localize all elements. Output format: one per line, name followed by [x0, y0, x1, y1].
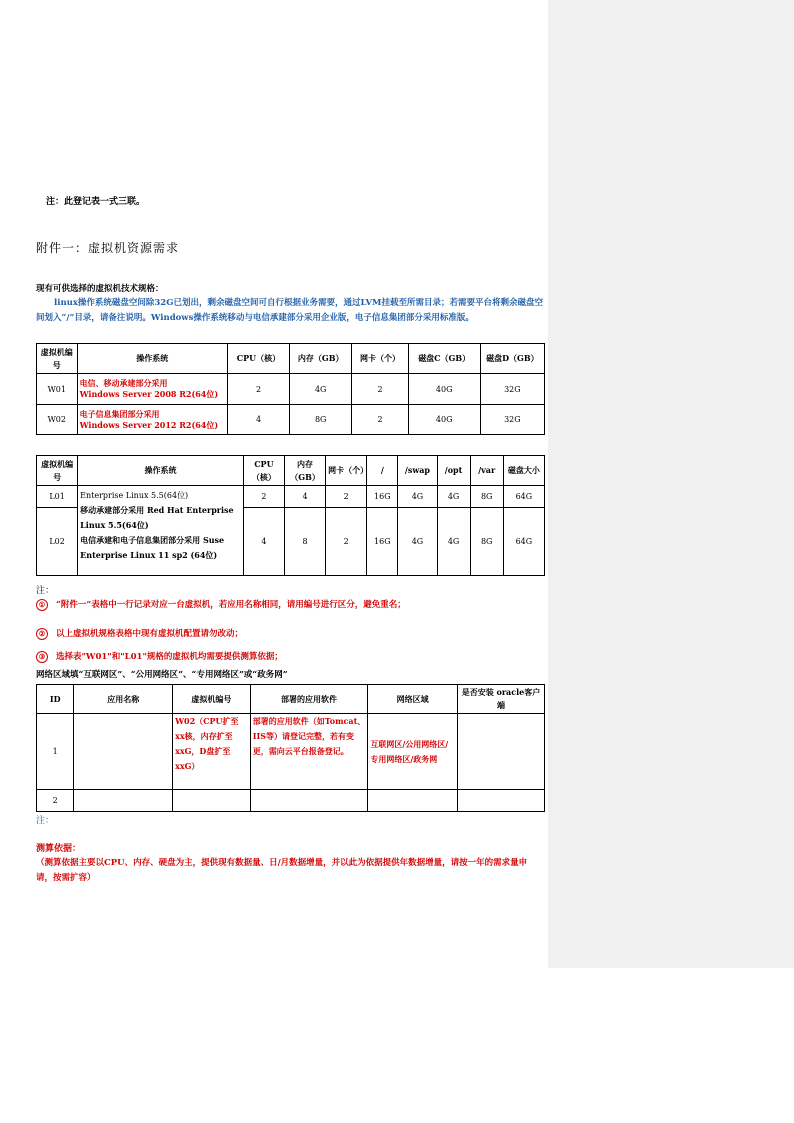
- linux-vm-table: [36, 455, 545, 576]
- application-table: [36, 684, 545, 812]
- th-root: /: [367, 456, 398, 486]
- os-line: 电信承建和电子信息集团部分采用 Suse Enterprise Linux 11 sp2 (64位): [80, 535, 225, 560]
- cell-mem: 4: [284, 486, 325, 508]
- os-line: Windows Server 2012 R2(64位): [79, 419, 219, 430]
- cell-disk-c: 40G: [408, 405, 480, 435]
- calculation-basis-description: （测算依据主要以CPU、内存、硬盘为主，提供现有数据量、日/月数据增量，并以此为依据提供年数据增量，请按一年的需求量申请，按需扩容）: [36, 858, 528, 883]
- cell-var: 8G: [470, 508, 503, 576]
- cell-root: 16G: [367, 508, 398, 576]
- th-cpu: CPU（核）: [227, 344, 289, 374]
- table-row: [37, 790, 545, 812]
- cell-oracle[interactable]: [457, 790, 544, 812]
- th-var: /var: [470, 456, 503, 486]
- cell-opt: 4G: [437, 486, 470, 508]
- th-oracle: 是否安装 oracle客户端: [457, 685, 544, 714]
- th-vm-id: 虚拟机编号: [37, 344, 78, 374]
- th-disk-size: 磁盘大小: [503, 456, 544, 486]
- cell-id: 1: [37, 714, 74, 790]
- th-cpu: CPU（核）: [243, 456, 284, 486]
- circle-3-icon: ③: [36, 651, 48, 663]
- cell-app-name[interactable]: [74, 790, 173, 812]
- os-line: Windows Server 2008 R2(64位): [79, 389, 219, 399]
- cell-network[interactable]: [368, 790, 458, 812]
- cell-nic: 2: [326, 486, 367, 508]
- note-3-text: 选择表"W01"和"L01"规格的虚拟机均需要提供测算依据；: [56, 652, 283, 662]
- th-vm-id: 虚拟机编号: [173, 685, 251, 714]
- circle-2-icon: ②: [36, 628, 48, 640]
- th-software: 部署的应用软件: [250, 685, 368, 714]
- th-os: 操作系统: [77, 344, 227, 374]
- cell-network[interactable]: 互联网区/公用网络区/专用网络区/政务网: [368, 714, 458, 790]
- note-1-text: “附件一”表格中一行记录对应一台虚拟机，若应用名称相同，请用编号进行区分，避免重名；: [56, 600, 406, 610]
- spec-description: linux操作系统磁盘空间除32G已划出，剩余磁盘空间可自行根据业务需要，通过LVM挂载至所需目录；若需要平台将剩余磁盘空间划入“/”目录，请备注说明。Windows操作系统移动与电信承建部分采用企业版，电子信息集团部分采用标准版。: [36, 298, 543, 323]
- cell-disk-size: 64G: [503, 508, 544, 576]
- th-disk-c: 磁盘C（GB）: [408, 344, 480, 374]
- cell-nic: 2: [326, 508, 367, 576]
- th-swap: /swap: [398, 456, 437, 486]
- cell-software[interactable]: [250, 790, 368, 812]
- cell-vm-id: W01: [37, 374, 78, 405]
- cell-oracle[interactable]: [457, 714, 544, 790]
- cell-nic: 2: [352, 374, 408, 405]
- cell-vm-id[interactable]: [173, 790, 251, 812]
- cell-cpu: 2: [227, 374, 289, 405]
- note-2: [36, 627, 243, 640]
- table-row: [37, 405, 545, 435]
- circle-1-icon: ①: [36, 599, 48, 611]
- th-nic: 网卡（个）: [352, 344, 408, 374]
- comment-panel: [548, 0, 794, 968]
- notes-label: 注：: [36, 586, 55, 596]
- os-line: Enterprise Linux 5.5(64位): [80, 491, 189, 500]
- table-row: [37, 374, 545, 405]
- cell-vm-id: L02: [37, 508, 78, 576]
- cell-mem: 8: [284, 508, 325, 576]
- os-line: 移动承建部分采用 Red Hat Enterprise Linux 5.5(64位): [80, 505, 234, 530]
- table-row: [37, 486, 545, 508]
- cell-mem: 4G: [290, 374, 352, 405]
- cell-app-name[interactable]: [74, 714, 173, 790]
- cell-root: 16G: [367, 486, 398, 508]
- cell-cpu: 4: [243, 508, 284, 576]
- cell-nic: 2: [352, 405, 408, 435]
- windows-vm-table: [36, 343, 545, 435]
- cell-mem: 8G: [290, 405, 352, 435]
- registration-note: 注：此登记表一式三联。: [46, 197, 146, 207]
- cell-disk-d: 32G: [480, 374, 544, 405]
- os-line: 电信、移动承建部分采用: [79, 378, 168, 388]
- cell-os: [77, 374, 227, 405]
- cell-id: 2: [37, 790, 74, 812]
- cell-opt: 4G: [437, 508, 470, 576]
- cell-disk-c: 40G: [408, 374, 480, 405]
- cell-disk-size: 64G: [503, 486, 544, 508]
- cell-swap: 4G: [398, 486, 437, 508]
- th-mem: 内存（GB）: [284, 456, 325, 486]
- bottom-note-label: 注：: [36, 816, 55, 826]
- th-app-name: 应用名称: [74, 685, 173, 714]
- th-id: ID: [37, 685, 74, 714]
- calculation-basis-title: 测算依据：: [36, 844, 82, 854]
- cell-vm-id: L01: [37, 486, 78, 508]
- cell-os: [77, 405, 227, 435]
- network-area-note: 网络区域填“互联网区”、“公用网络区”、“专用网络区”或“政务网”: [36, 670, 288, 680]
- cell-software[interactable]: 部署的应用软件（如Tomcat、IIS等）请登记完整，若有变更，需向云平台报备登记。: [250, 714, 368, 790]
- cell-swap: 4G: [398, 508, 437, 576]
- cell-vm-id: W02: [37, 405, 78, 435]
- appendix-title: 附件一：虚拟机资源需求: [36, 241, 180, 255]
- note-3: [36, 650, 283, 663]
- th-vm-id: 虚拟机编号: [37, 456, 78, 486]
- note-1: [36, 598, 406, 611]
- th-network: 网络区域: [368, 685, 458, 714]
- spec-title: 现有可供选择的虚拟机技术规格：: [36, 284, 164, 294]
- th-disk-d: 磁盘D（GB）: [480, 344, 544, 374]
- cell-var: 8G: [470, 486, 503, 508]
- th-nic: 网卡（个）: [326, 456, 367, 486]
- cell-vm-id[interactable]: W02（CPU扩至xx核，内存扩至xxG，D盘扩至xxG）: [173, 714, 251, 790]
- cell-cpu: 2: [243, 486, 284, 508]
- th-opt: /opt: [437, 456, 470, 486]
- cell-os: [78, 486, 244, 576]
- os-line: 电子信息集团部分采用: [79, 408, 160, 419]
- note-2-text: 以上虚拟机规格表格中现有虚拟机配置请勿改动；: [56, 629, 244, 639]
- th-mem: 内存（GB）: [290, 344, 352, 374]
- th-os: 操作系统: [78, 456, 244, 486]
- cell-disk-d: 32G: [480, 405, 544, 435]
- cell-cpu: 4: [227, 405, 289, 435]
- table-row: [37, 714, 545, 790]
